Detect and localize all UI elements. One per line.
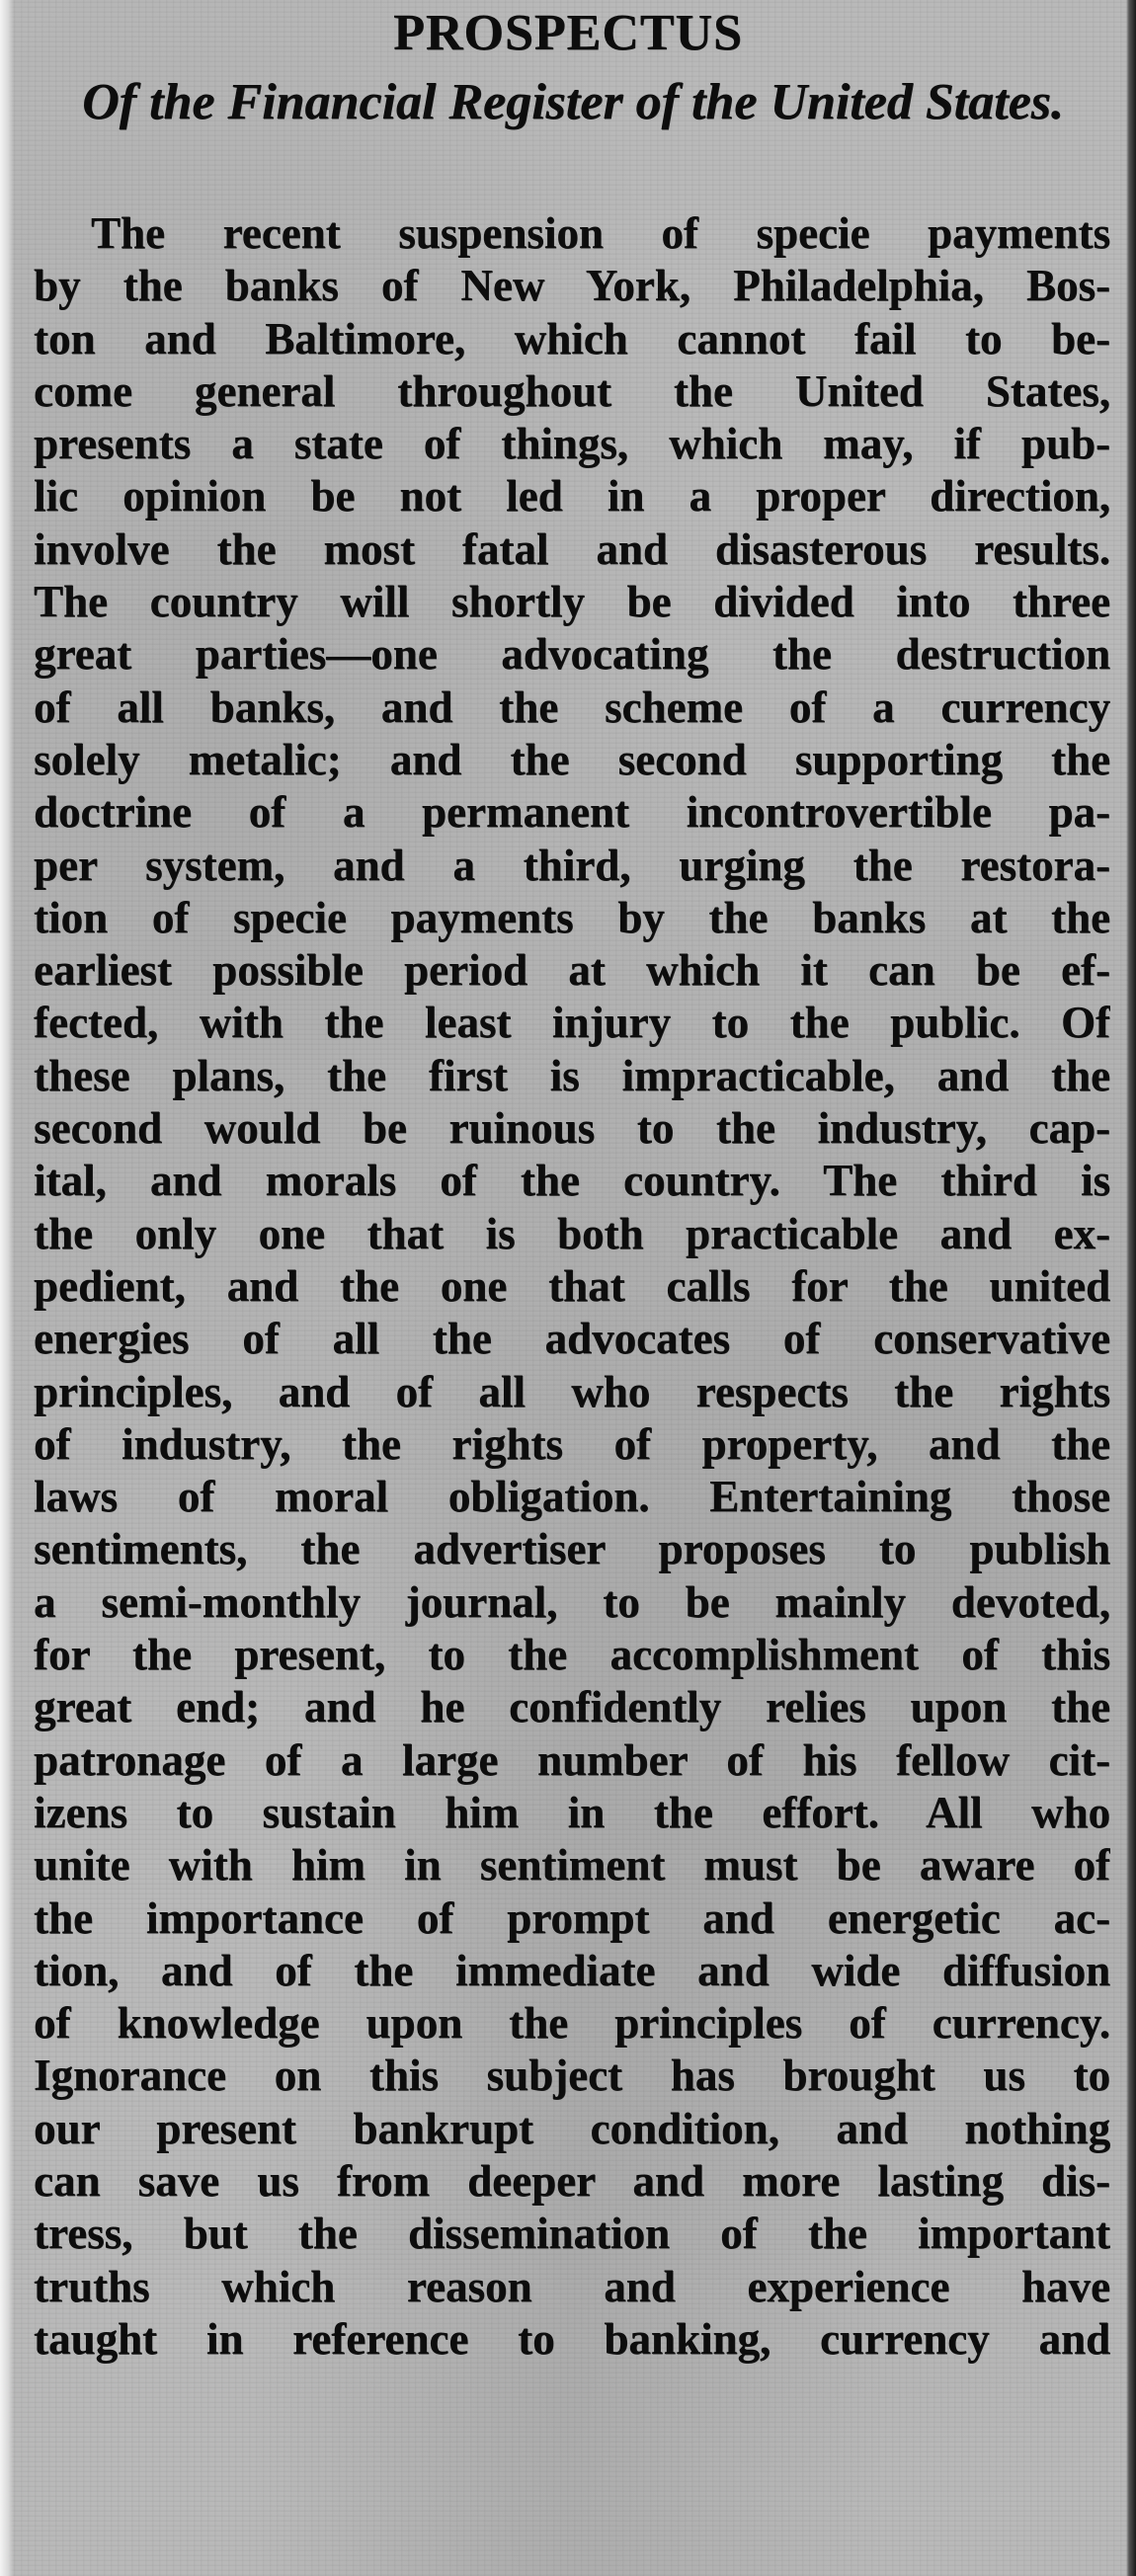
- article-line: Ignorance on this subject has brought us to: [34, 2051, 1110, 2101]
- article-line: tion, and of the immediate and wide diffusion: [34, 1945, 1110, 1995]
- article-line: these plans, the first is impracticable, and the: [34, 1050, 1110, 1100]
- article-subheading: Of the Financial Register of the United States.: [82, 74, 1064, 130]
- article-line: fected, with the least injury to the public. Of: [34, 998, 1110, 1048]
- article-line: per system, and a third, urging the restora-: [34, 840, 1110, 890]
- article-line: truths which reason and experience have: [34, 2261, 1110, 2311]
- article-line: of all banks, and the scheme of a currency: [34, 682, 1110, 732]
- article-line: a semi-monthly journal, to be mainly devoted,: [34, 1576, 1110, 1627]
- article-line: tress, but the dissemination of the important: [34, 2209, 1110, 2259]
- article-line: ital, and morals of the country. The third is: [34, 1156, 1110, 1206]
- article-line: second would be ruinous to the industry, cap-: [34, 1103, 1110, 1154]
- article-line: The country will shortly be divided into three: [34, 577, 1110, 627]
- article-line: come general throughout the United States,: [34, 365, 1110, 416]
- article-line: taught in reference to banking, currency and: [34, 2313, 1110, 2364]
- article-line: our present bankrupt condition, and nothing: [34, 2103, 1110, 2153]
- article-line: great parties—one advocating the destruction: [34, 629, 1110, 680]
- article-heading: PROSPECTUS: [393, 5, 743, 61]
- article-line: unite with him in sentiment must be aware of: [34, 1840, 1110, 1891]
- paper-edge-right: [1126, 0, 1136, 2576]
- article-line: the only one that is both practicable and ex-: [34, 1208, 1110, 1258]
- article-line: ton and Baltimore, which cannot fail to be-: [34, 313, 1110, 363]
- article-line: for the present, to the accomplishment of this: [34, 1630, 1110, 1680]
- article-line: tion of specie payments by the banks at the: [34, 892, 1110, 942]
- article-line: of knowledge upon the principles of currency.: [34, 1998, 1110, 2049]
- article-line: energies of all the advocates of conservative: [34, 1314, 1110, 1364]
- paper-edge-left: [0, 0, 14, 2576]
- article-line: solely metalic; and the second supporting the: [34, 734, 1110, 784]
- article-line: pedient, and the one that calls for the united: [34, 1260, 1110, 1311]
- article-line: lic opinion be not led in a proper direction,: [34, 471, 1110, 522]
- article-line: earliest possible period at which it can be ef-: [34, 945, 1110, 996]
- article-body: [34, 207, 1110, 2366]
- article-line: izens to sustain him in the effort. All who: [34, 1787, 1110, 1837]
- article-line: laws of moral obligation. Entertaining those: [34, 1472, 1110, 1522]
- article-line: of industry, the rights of property, and the: [34, 1418, 1110, 1469]
- article-line: by the banks of New York, Philadelphia, Bos-: [34, 261, 1110, 311]
- article-line: great end; and he confidently relies upon the: [34, 1682, 1110, 1732]
- article-line: The recent suspension of specie payments: [91, 208, 1110, 258]
- article-line: sentiments, the advertiser proposes to publish: [34, 1524, 1110, 1574]
- article-line: can save us from deeper and more lasting dis-: [34, 2155, 1110, 2206]
- article-line: involve the most fatal and disasterous results.: [34, 523, 1110, 574]
- article-line: patronage of a large number of his fellow cit-: [34, 1734, 1110, 1785]
- article-line: presents a state of things, which may, if pub-: [34, 419, 1110, 469]
- article-line: the importance of prompt and energetic ac-: [34, 1892, 1110, 1943]
- article-line: principles, and of all who respects the rights: [34, 1366, 1110, 1416]
- article-line: doctrine of a permanent incontrovertible pa-: [34, 787, 1110, 838]
